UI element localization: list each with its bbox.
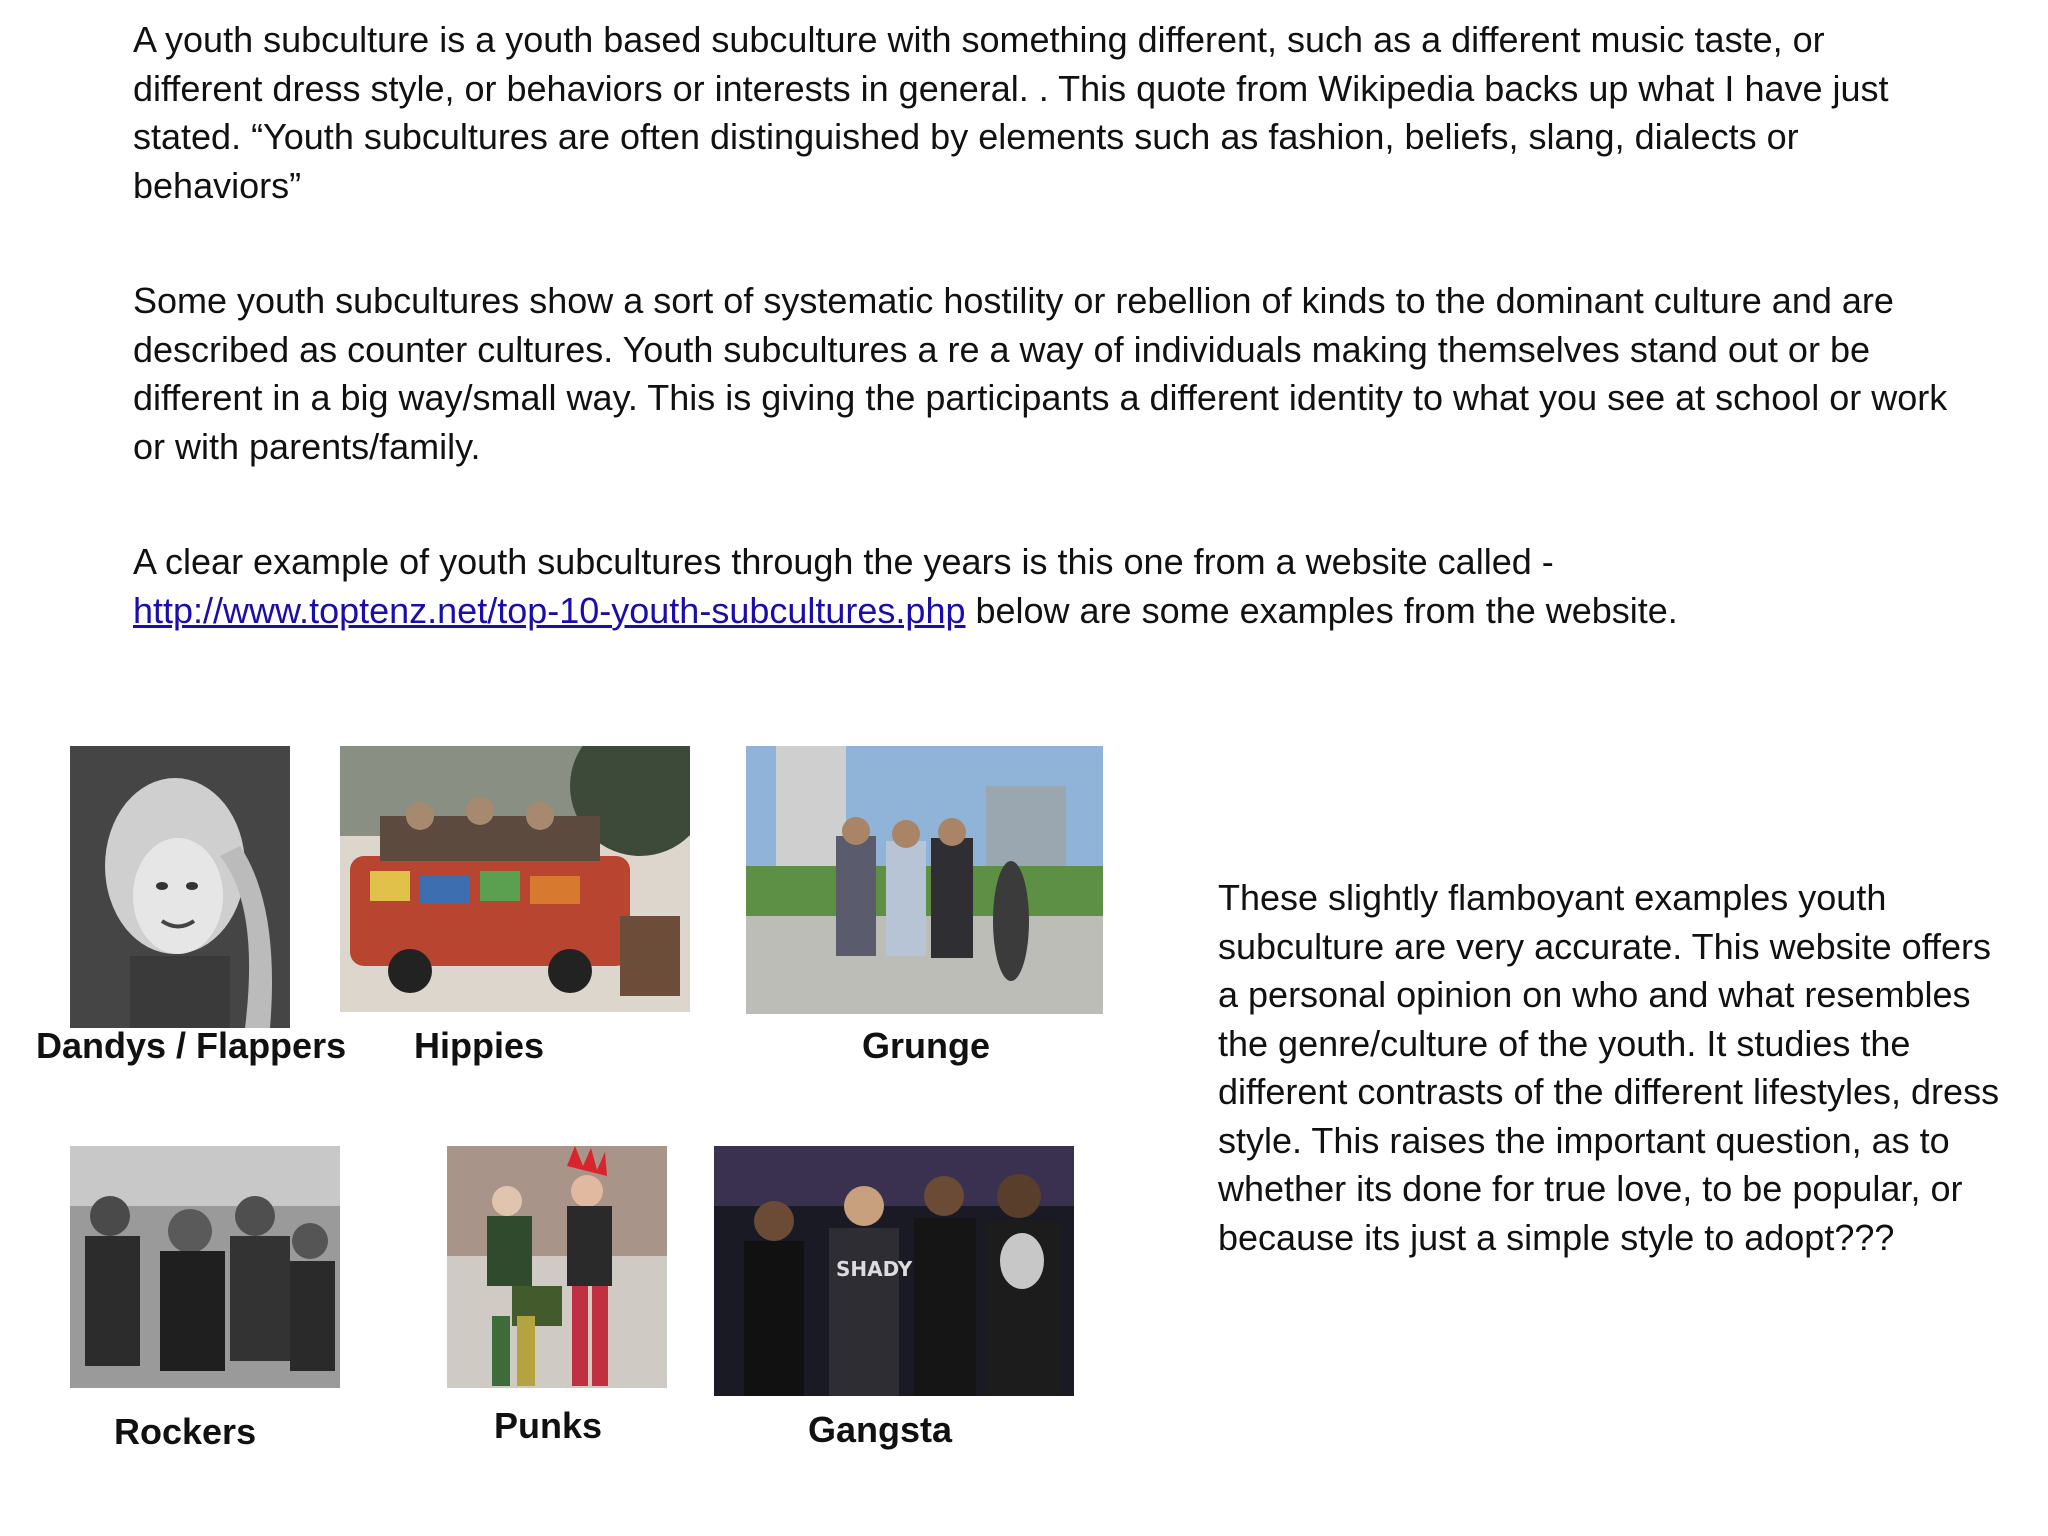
intro-paragraph-3-tail: below are some examples from the website. [965,589,1678,631]
side-note: These slightly flamboyant examples youth subculture are very accurate. This website offers a personal opinion on who and what resembles the genre/culture of the youth. It studies the different contrasts of the different lifestyles, dress style. This raises the important question, as to whether its done for true love, to be popular, or because its just a simple style to adopt??? [1218,877,2000,1258]
dandys-flappers-photo [70,746,290,1028]
punks-caption: Punks [494,1405,603,1446]
rockers-photo [70,1146,340,1388]
punks-photo [447,1146,667,1388]
intro-paragraph-3-text: A clear example of youth subcultures through the years is this one from a website called - [133,541,1554,582]
grunge-photo [746,746,1103,1014]
dandys-flappers-caption: Dandys / Flappers [36,1025,347,1066]
intro-paragraph-2: Some youth subcultures show a sort of systematic hostility or rebellion of kinds to the dominant culture and are described as counter cultures. Youth subcultures a re a way of individuals making themselves stand out or be different in a big way/small way. This is giving the participants a different identity to what you see at school or work or with parents/family. [133,280,1948,467]
gangsta-photo [714,1146,1074,1396]
intro-paragraph-3 [133,538,1963,635]
gangsta-caption: Gangsta [808,1409,953,1450]
svg-text:SHADY: SHADY [836,1257,913,1281]
grunge-caption: Grunge [862,1025,991,1066]
toptenz-link[interactable]: http://www.toptenz.net/top-10-youth-subcultures.php [133,589,966,631]
hippies-caption: Hippies [414,1025,545,1066]
hippies-photo [340,746,690,1012]
intro-paragraph-1: A youth subculture is a youth based subculture with something different, such as a different music taste, or different dress style, or behaviors or interests in general. . This quote from Wikipedia backs up what I have just stated. “Youth subcultures are often distinguished by elements such as fashion, beliefs, slang, dialects or behaviors” [133,19,1889,206]
rockers-caption: Rockers [114,1411,257,1452]
